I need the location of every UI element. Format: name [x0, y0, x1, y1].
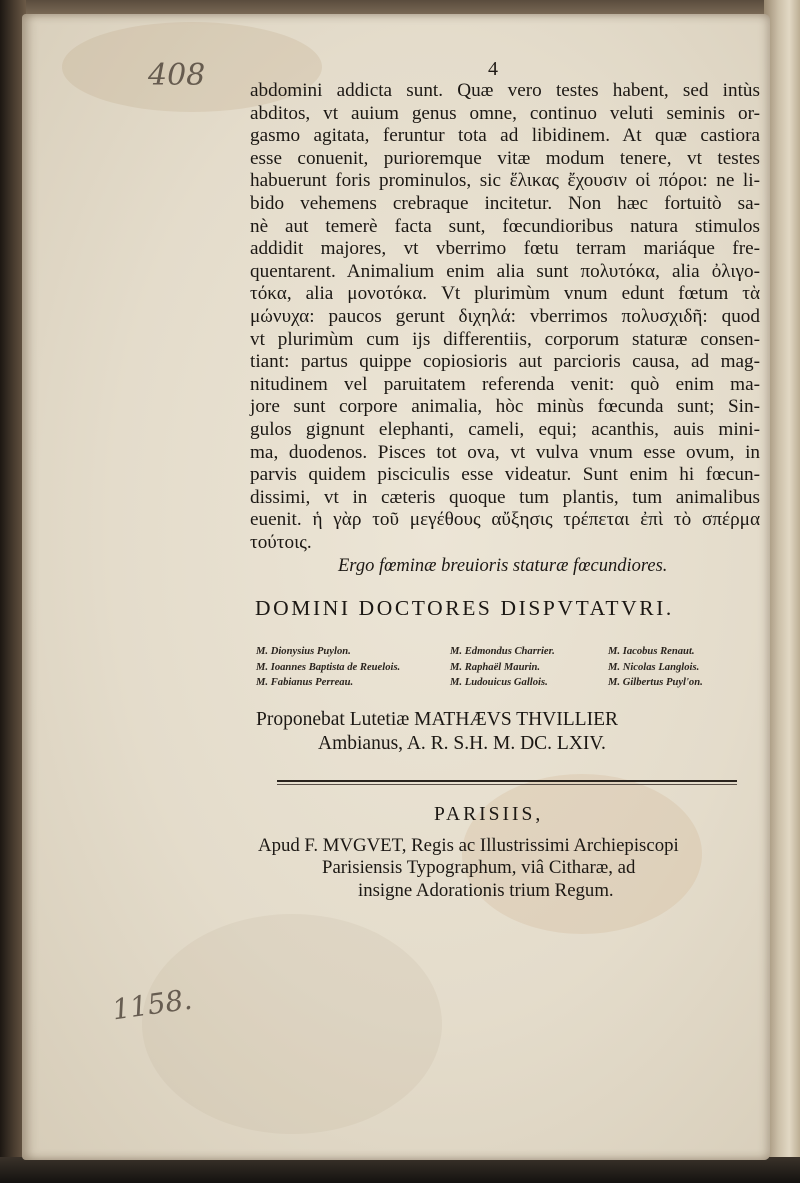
doctor-name: M. Fabianus Perreau. [256, 677, 354, 689]
doctors-list [256, 644, 766, 691]
doctors-row [256, 675, 766, 691]
text-line: parvis quidem pisciculis esse videatur. Sunt enim hi fœcun- [250, 464, 760, 486]
handwritten-number-margin: 1158. [110, 982, 195, 1027]
doctor-name: M. Ludouicus Gallois. [450, 677, 548, 689]
text-line: vt plurimùm cum ijs differentiis, corporum staturæ consen- [250, 328, 760, 350]
ambianus-line: Ambianus, A. R. S.H. M. DC. LXIV. [318, 733, 606, 754]
doctor-name: M. Edmondus Charrier. [450, 646, 555, 658]
doctors-row [256, 660, 766, 676]
text-line: gasmo agitata, feruntur tota ad libidinem. At quæ castiora [250, 125, 760, 147]
text-line: τούτοις. [250, 531, 312, 553]
doctors-row [256, 644, 766, 660]
imprint-line: Parisiensis Typographum, viâ Citharæ, ad [322, 857, 636, 878]
imprint [258, 804, 768, 902]
doctor-name: M. Ioannes Baptista de Reuelois. [256, 661, 401, 673]
text-line: abditos, vt auium genus omne, continuo veluti seminis or- [250, 102, 760, 124]
proponebat-block [256, 708, 618, 756]
text-line: esse conuenit, purioremque vitæ modum tenere, vt testes [250, 147, 760, 169]
handwritten-number-top: 408 [148, 58, 206, 93]
divider-rule-thin [277, 784, 737, 785]
text-line: tiant: partus quippe copiosioris aut parcioris causa, ad mag- [250, 351, 760, 373]
imprint-line: insigne Adorationis trium Regum. [358, 879, 614, 901]
text-line: quentarent. Animalium enim alia sunt πολυτόκα, alia ὀλιγο- [250, 260, 760, 282]
imprint-line: Apud F. MVGVET, Regis ac Illustrissimi Archiepiscopi [258, 834, 679, 856]
doctores-heading: DOMINI DOCTORES DISPVTATVRI. [255, 596, 674, 620]
doctor-name: M. Nicolas Langlois. [608, 661, 700, 673]
proponebat-line: Proponebat Lutetiæ MATHÆVS THVILLIER [256, 709, 618, 730]
paper-stain [142, 914, 442, 1134]
text-line: addidit majores, vt vberrimo fœtu terram mariáque fre- [250, 238, 760, 260]
text-line: gulos gignunt elephanti, cameli, equi; acanthis, auis mini- [250, 418, 760, 440]
doctor-name: M. Iacobus Renaut. [608, 646, 695, 658]
doctor-name: M. Gilbertus Puyl'on. [608, 677, 703, 689]
divider-rule [277, 780, 737, 782]
book-bottom-edge [0, 1157, 800, 1183]
doctor-name: M. Dionysius Puylon. [256, 646, 351, 658]
text-line: abdomini addicta sunt. Quæ vero testes habent, sed intùs [250, 80, 760, 101]
conclusion-line: Ergo fœminæ breuioris staturæ fœcundiores. [338, 556, 668, 576]
text-line: nitudinem vel paruitatem referenda venit: quò enim ma- [250, 373, 760, 395]
body-text [250, 80, 760, 554]
imprint-city: PARISIIS, [434, 804, 544, 825]
text-line: nè aut temerè facta sunt, fœcundioribus natura stimulos [250, 215, 760, 237]
text-line: euenit. ἡ γὰρ τοῦ μεγέθους αὔξησις τρέπεται ἐπὶ τὸ σπέρμα [250, 509, 760, 531]
text-line: habuerunt foris prominulos, sic ἕλικας ἔχουσιν οἱ πόροι: ne li- [250, 170, 760, 192]
text-line: jore sunt corpore animalia, hòc minùs fœcunda sunt; Sin- [250, 396, 760, 418]
text-line: μώνυχα: paucos gerunt διχηλά: vberrimos πολυσχιδῆ: quod [250, 305, 760, 327]
text-line: ma, duodenos. Pisces tot ova, vt vulva vnum esse ovum, in [250, 441, 760, 463]
text-line: bido vehemens crebraque incitetur. Non hæc fortuitò sa- [250, 192, 760, 214]
page-number: 4 [488, 58, 498, 80]
text-line: τόκα, alia μονοτόκα. Vt plurimùm vnum edunt fœtum τὰ [250, 283, 760, 305]
doctor-name: M. Raphaël Maurin. [450, 661, 541, 673]
text-line: dissimi, vt in cæteris quoque tum plantis, tum animalibus [250, 486, 760, 508]
